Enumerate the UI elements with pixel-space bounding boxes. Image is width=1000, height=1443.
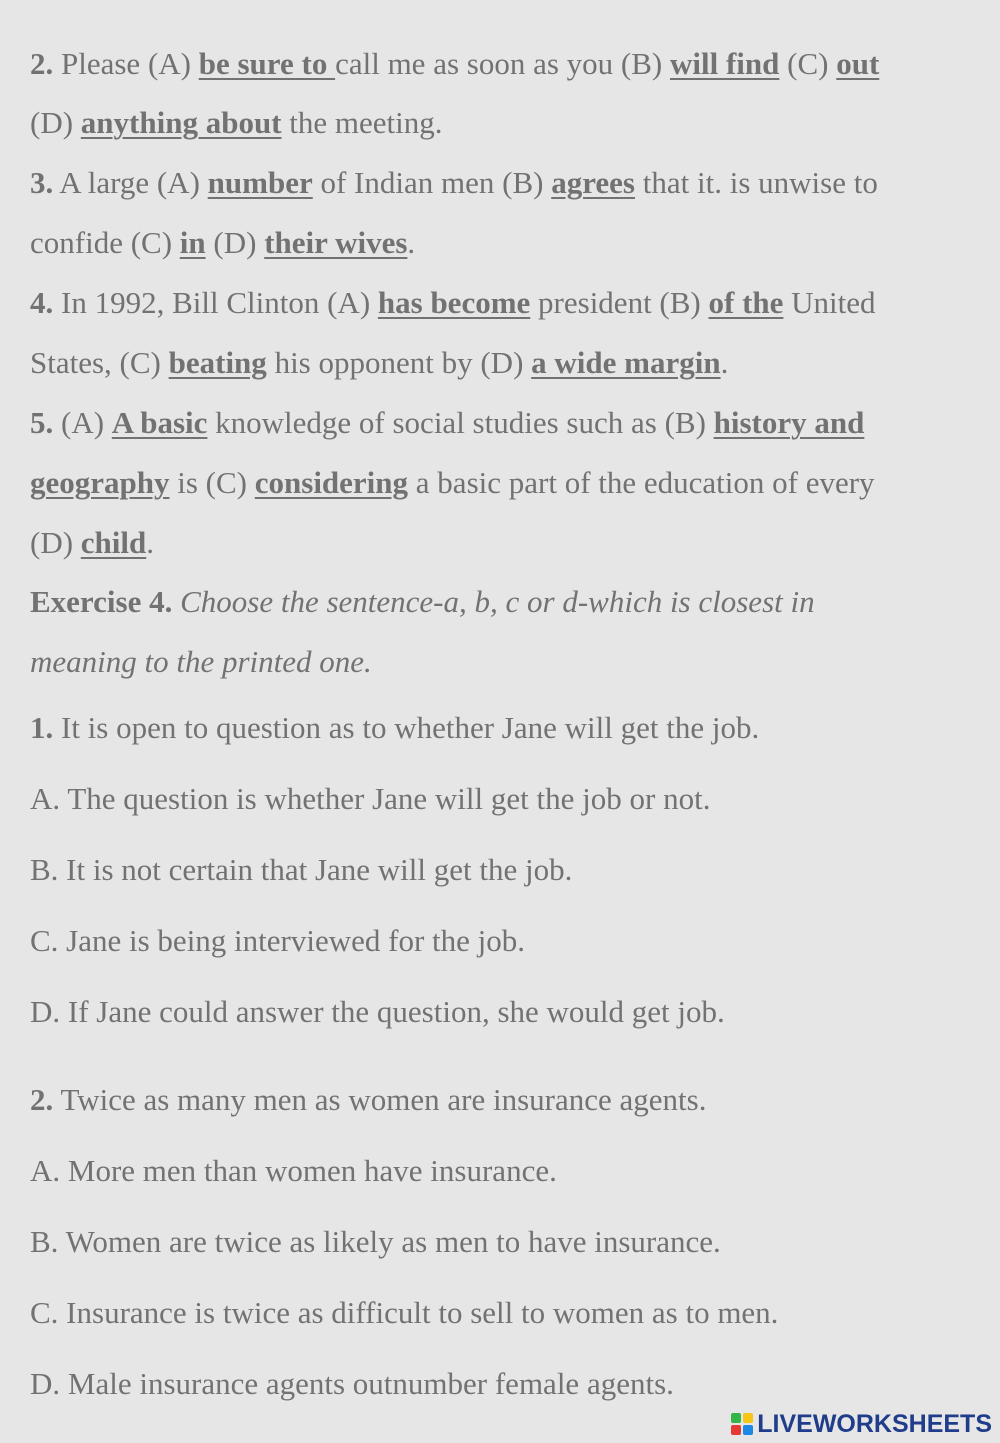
question-text: (C) — [779, 46, 837, 81]
exercise4-instruction-line2: meaning to the printed one. — [30, 644, 372, 679]
logo-block-red — [731, 1425, 741, 1435]
underlined-option-c: out — [836, 46, 880, 81]
underlined-option-d: their wives — [264, 225, 408, 260]
question-number: 5. — [30, 405, 54, 440]
question-text: A large (A) — [53, 165, 208, 200]
underlined-option-a: be sure to — [198, 46, 336, 81]
question-text: . — [146, 525, 155, 560]
question-text: (D) — [30, 105, 81, 140]
question-text: confide (C) — [30, 225, 180, 260]
underlined-option-c: considering — [254, 465, 409, 500]
underlined-option-a: has become — [377, 285, 531, 320]
ex3-q2-line1 — [30, 44, 879, 84]
question-text: (D) — [205, 225, 265, 260]
ex4-q2-option-c: C. Insurance is twice as difficult to sell to women as to men. — [30, 1295, 779, 1330]
underlined-option-b: history and — [713, 405, 865, 440]
underlined-option-c: beating — [168, 345, 267, 380]
logo-block-yellow — [743, 1413, 753, 1423]
ex4-q1-stem — [30, 708, 759, 748]
logo-block-blue — [743, 1425, 753, 1435]
question-text: president (B) — [530, 285, 709, 320]
question-number: 2. — [30, 46, 54, 81]
question-text: (D) — [30, 525, 81, 560]
underlined-option-b: of the — [708, 285, 784, 320]
underlined-option-a: number — [207, 165, 313, 200]
ex4-q2-stem — [30, 1080, 706, 1120]
question-text: of Indian men (B) — [312, 165, 552, 200]
ex3-q2-line2 — [30, 103, 443, 143]
logo-text: LIVEWORKSHEETS — [757, 1409, 992, 1438]
question-text: knowledge of social studies such as (B) — [207, 405, 714, 440]
liveworksheets-logo — [731, 1411, 992, 1437]
ex4-q2-option-d: D. Male insurance agents outnumber female agents. — [30, 1366, 674, 1401]
ex3-q5-line3 — [30, 523, 154, 563]
question-text: . — [720, 345, 729, 380]
underlined-option-d: anything about — [80, 105, 282, 140]
question-text: It is open to question as to whether Jane will get the job. — [53, 710, 760, 745]
ex3-q4-line2 — [30, 343, 728, 383]
ex4-q2-option-a: A. More men than women have insurance. — [30, 1153, 557, 1188]
question-number: 3. — [30, 165, 54, 200]
ex4-q1-option-c: C. Jane is being interviewed for the job. — [30, 923, 526, 958]
question-text: States, (C) — [30, 345, 169, 380]
question-text: In 1992, Bill Clinton (A) — [53, 285, 378, 320]
underlined-option-c: in — [179, 225, 206, 260]
exercise-label: Exercise 4. — [30, 584, 173, 619]
question-text: that it. is unwise to — [635, 165, 878, 200]
ex4-q1-option-d: D. If Jane could answer the question, she would get job. — [30, 994, 725, 1029]
question-text: his opponent by (D) — [266, 345, 532, 380]
question-text: . — [407, 225, 416, 260]
question-number: 1. — [30, 710, 54, 745]
question-text: Twice as many men as women are insurance agents. — [53, 1082, 707, 1117]
logo-blocks-icon — [731, 1413, 753, 1435]
question-text: the meeting. — [281, 105, 443, 140]
ex3-q5-line1 — [30, 403, 864, 443]
exercise-instruction: Choose the sentence-a, b, c or d-which is closest in — [172, 584, 815, 619]
ex3-q3-line1 — [30, 163, 878, 203]
question-text: United — [783, 285, 876, 320]
ex3-q5-line2 — [30, 463, 875, 503]
logo-block-green — [731, 1413, 741, 1423]
ex4-q2-option-b: B. Women are twice as likely as men to have insurance. — [30, 1224, 721, 1259]
question-text: call me as soon as you (B) — [335, 46, 670, 81]
underlined-option-b: agrees — [551, 165, 635, 200]
question-text: a basic part of the education of every — [408, 465, 875, 500]
ex4-q1-option-b: B. It is not certain that Jane will get the job. — [30, 852, 573, 887]
underlined-option-a: A basic — [111, 405, 208, 440]
underlined-option-b: geography — [30, 465, 170, 500]
underlined-option-d: a wide margin — [531, 345, 721, 380]
question-number: 4. — [30, 285, 54, 320]
question-text: Please (A) — [53, 46, 199, 81]
underlined-option-b: will find — [669, 46, 780, 81]
question-number: 2. — [30, 1082, 54, 1117]
exercise4-heading — [30, 582, 815, 622]
ex4-q1-option-a: A. The question is whether Jane will get the job or not. — [30, 781, 711, 816]
underlined-option-d: child — [80, 525, 147, 560]
ex3-q3-line2 — [30, 223, 415, 263]
ex3-q4-line1 — [30, 283, 876, 323]
question-text: is (C) — [169, 465, 255, 500]
question-text: (A) — [53, 405, 112, 440]
